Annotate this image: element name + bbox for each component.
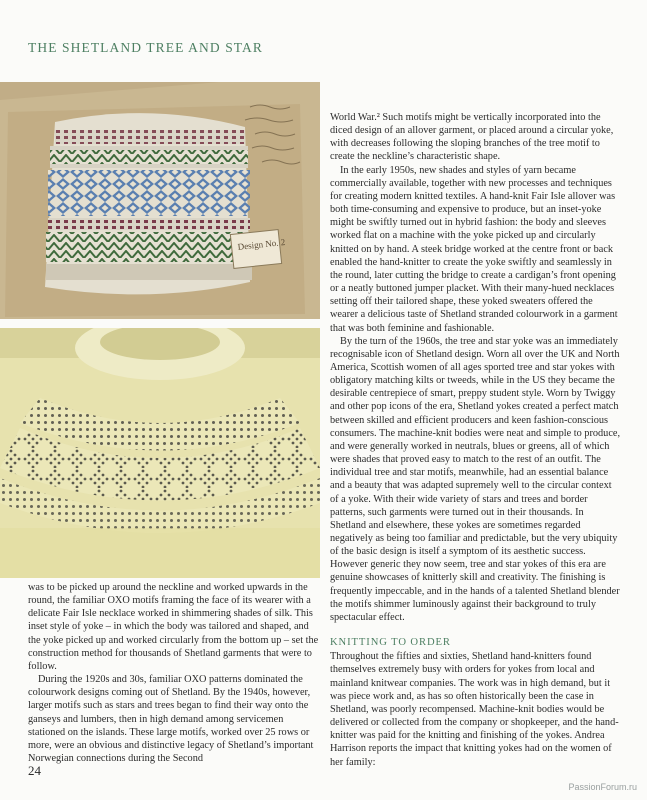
running-header: THE SHETLAND TREE AND STAR [28, 40, 264, 55]
left-text-column [28, 581, 319, 765]
body-paragraph: By the turn of the 1960s, the tree and star yoke was an immediately recognisable icon of Shetland design. Worn all over the UK and North America, Scottish women of all ages sported tree and star yokes with obligatory matching kilts or tweeds, while in the US they became the desirable centrepiece of smart, preppy student style. Worn by Twiggy and other pop icons of the era, Shetland yokes created a perfect match between skilled and efficient producers and keen fashion-conscious consumers. The machine-knit bodies were neat and simple to produce, and were generally worked in neutrals, blues or greens, all of which were shades that proved easy to match to the rest of an outfit. The individual tree and star motifs, meanwhile, had an essential balance and a beauty that was adapted supremely well to the circular context of a yoke. With their wide variety of stars and trees and border patterns, such garments were turned out in their thousands. In Shetland and elsewhere, these yokes are sometimes regarded negatively as being too familiar and predictable, but the very ubiquity of the basic design is itself a symptom of its aesthetic success. However generic they now seem, tree and star yokes of this era are genuine showcases of knitterly skill and creativity. The finishing is frequently impeccable, and in the hands of a talented Shetland blender the motifs shimmer luminously against their background to truly spectacular effect. [330, 335, 621, 623]
beaded-yoke-sweater-photo [0, 328, 320, 578]
knitted-yoke-swatch-photo-icon [0, 82, 320, 319]
right-text-column [330, 111, 622, 769]
body-paragraph: World War.² Such motifs might be vertically incorporated into the diced design of an allover garment, or placed around a circular yoke, with decreases following the sloping branches of the tree motif to create the neckline’s characteristic shape. [330, 112, 614, 163]
swatch-tag-text: Design No. 2 [237, 236, 286, 252]
page-number: 24 [28, 763, 41, 778]
body-paragraph: During the 1920s and 30s, familiar OXO patterns dominated the colourwork designs coming out of Shetland. By the 1940s, however, larger motifs such as stars and trees began to find their way onto the ganseys and lumbers, then in high demand among servicemen stationed on the islands. These large motifs, worked over 25 rows or more, were an obvious and distinctive legacy of Shetland’s important Norwegian connections during the Second [28, 674, 314, 765]
body-paragraph: was to be picked up around the neckline and worked upwards in the round, the familiar OXO motifs framing the face of its wearer with a delicate Fair Isle necklace worked in shimmering shades of silk. This inset style of yoke – in which the body was tailored and shaped, and the yoke picked up and worked circularly from the bottom up – set the construction method for thousands of Shetland garments that were to follow. [28, 582, 319, 672]
body-paragraph: Throughout the fifties and sixties, Shetland hand-knitters found themselves extremely busy with orders for yokes from local and mainland knitwear companies. The work was in high demand, but it was piece work and, as has so often historically been the case in Shetland, was poorly recompensed. Machine-knit bodies would be delivered or collected from the company or shopkeeper, and the hand-knitter was paid for the knitting and finishing of the yokes. Andrea Harrison reports the impact that knitting yokes had on the women of her family: [330, 651, 619, 768]
body-paragraph: In the early 1950s, new shades and styles of yarn became commercially available, together with new processes and techniques for creating modern knitted textiles. A hand-knit Fair Isle allover was both time-consuming and expensive to produce, but an inset-yoke might be swiftly turned out in hybrid fashion: the body and sleeves worked flat on a machine with the yoke picked up and circularly knitted on by hand. A steek bridge worked at the centre front or back enabled the hand-knitter to create the yoke swiftly and seamlessly in the round, later cutting the bridge to create a cardigan’s front opening or a neatly buttoned jumper placket. With their many-hued necklaces setting off their tailored shape, these yoked sweaters offered the wearer a delicious taste of Shetland stranded colourwork in a garment that was both feminine and fashionable. [330, 164, 618, 334]
site-watermark: PassionForum.ru [568, 782, 637, 792]
section-subheading: KNITTING TO ORDER [330, 637, 451, 649]
beaded-yoke-sweater-photo-icon [0, 328, 320, 578]
knitted-swatch-photo [0, 82, 320, 319]
